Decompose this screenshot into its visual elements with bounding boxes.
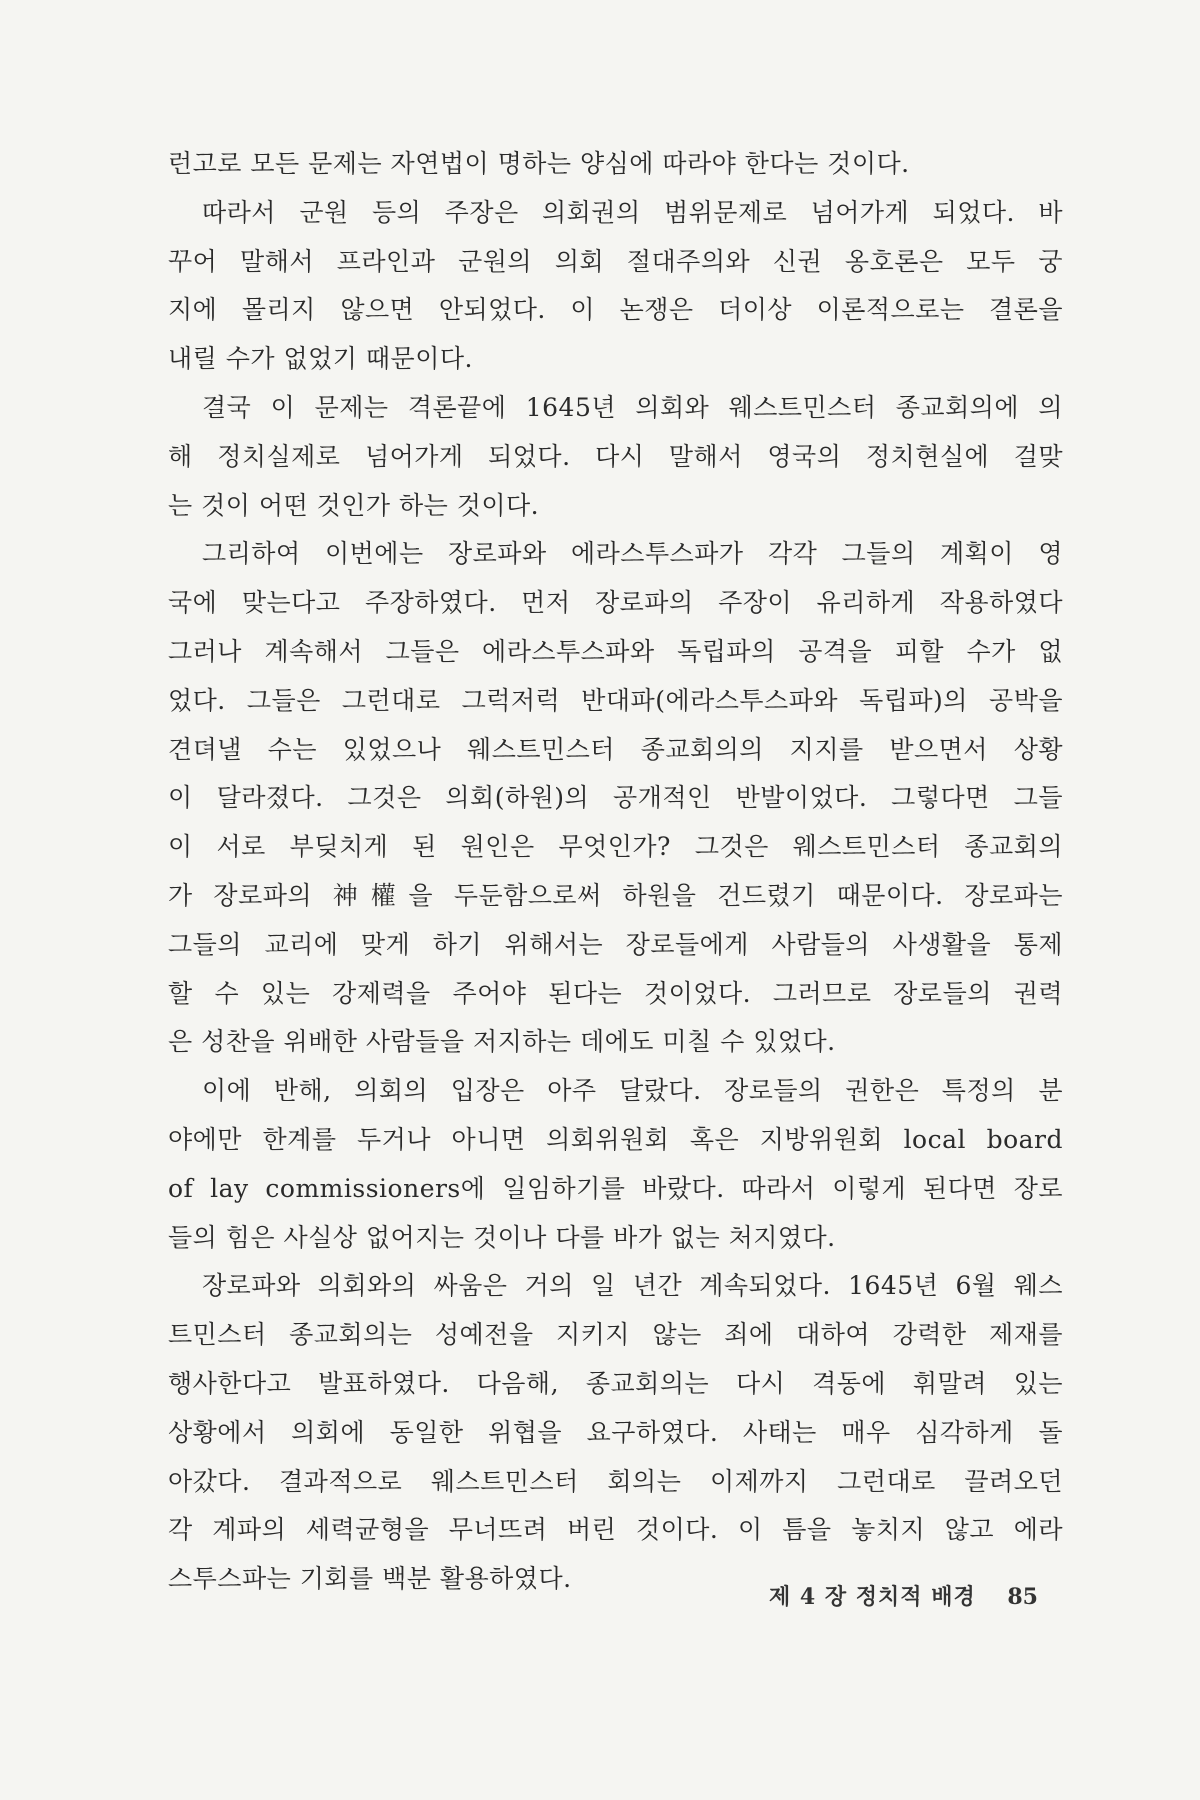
text-line: 은 성찬을 위배한 사람들을 저지하는 데에도 미칠 수 있었다. [168,1027,836,1057]
text-line: 꾸어 말해서 프라인과 군원의 의회 절대주의와 신권 옹호론은 모두 궁 [168,246,1063,276]
text-line: 트민스터 종교회의는 성예전을 지키지 않는 죄에 대하여 강력한 제재를 [168,1320,1063,1350]
text-line: 행사한다고 발표하였다. 다음해, 종교회의는 다시 격동에 휘말려 있는 [168,1368,1063,1398]
text-line: 견뎌낼 수는 있었으나 웨스트민스터 종교회의의 지지를 받으면서 상황 [168,734,1063,764]
text-line: 해 정치실제로 넘어가게 되었다. 다시 말해서 영국의 정치현실에 걸맞 [168,441,1063,471]
text-line: 따라서 군원 등의 주장은 의회권의 범위문제로 넘어가게 되었다. 바 [202,197,1063,227]
text-line: 었다. 그들은 그런대로 그럭저럭 반대파(에라스투스파와 독립파)의 공박을 [168,685,1063,715]
text-line: 할 수 있는 강제력을 주어야 된다는 것이었다. 그러므로 장로들의 권력 [168,978,1063,1008]
text-line: 지에 몰리지 않으면 안되었다. 이 논쟁은 더이상 이론적으로는 결론을 [168,295,1063,325]
text-line: 그리하여 이번에는 장로파와 에라스투스파가 각각 그들의 계획이 영 [202,539,1063,569]
text-line: 가 장로파의 神權을 두둔함으로써 하원을 건드렸기 때문이다. 장로파는 [168,880,1063,910]
text-line: 야에만 한계를 두거나 아니면 의회위원회 혹은 지방위원회 local board [168,1124,1063,1154]
text-line: 런고로 모든 문제는 자연법이 명하는 양심에 따라야 한다는 것이다. [168,149,910,178]
paragraph [168,530,1063,1067]
paragraph [168,1067,1063,1262]
text-line: 그러나 계속해서 그들은 에라스투스파와 독립파의 공격을 피할 수가 없 [168,636,1063,666]
text-line: 결국 이 문제는 격론끝에 1645년 의회와 웨스트민스터 종교회의에 의 [202,392,1063,422]
paragraph [168,189,1063,384]
text-line: 이에 반해, 의회의 입장은 아주 달랐다. 장로들의 권한은 특정의 분 [202,1076,1063,1106]
text-line: 각 계파의 세력균형을 무너뜨려 버린 것이다. 이 틈을 놓치지 않고 에라 [168,1515,1063,1545]
body-text [168,140,1063,1604]
text-line: 장로파와 의회와의 싸움은 거의 일 년간 계속되었다. 1645년 6월 웨스 [202,1271,1063,1301]
text-line: 들의 힘은 사실상 없어지는 것이나 다를 바가 없는 처지였다. [168,1222,836,1252]
paragraph [168,1262,1063,1604]
text-line: 그들의 교리에 맞게 하기 위해서는 장로들에게 사람들의 사생활을 통제 [168,929,1063,959]
text-line: 국에 맞는다고 주장하였다. 먼저 장로파의 주장이 유리하게 작용하였다 [168,588,1063,618]
text-line: 상황에서 의회에 동일한 위협을 요구하였다. 사태는 매우 심각하게 돌 [168,1417,1063,1447]
paragraph [168,140,1063,189]
text-line: 는 것이 어떤 것인가 하는 것이다. [168,490,540,520]
paragraph [168,384,1063,530]
text-line: 스투스파는 기회를 백분 활용하였다. [168,1564,572,1594]
text-line: 내릴 수가 없었기 때문이다. [168,344,473,374]
text-line: 이 달라졌다. 그것은 의회(하원)의 공개적인 반발이었다. 그렇다면 그들 [168,783,1063,813]
text-line: 이 서로 부딪치게 된 원인은 무엇인가? 그것은 웨스트민스터 종교회의 [168,832,1063,862]
page-footer [769,1580,1038,1611]
chapter-title: 제 4 장 정치적 배경 [768,1584,976,1610]
text-line: of lay commissioners에 일임하기를 바랐다. 따라서 이렇게 된다면 장로 [168,1173,1063,1203]
page-number: 85 [1007,1584,1038,1610]
text-line: 아갔다. 결과적으로 웨스트민스터 회의는 이제까지 그런대로 끌려오던 [168,1466,1063,1496]
